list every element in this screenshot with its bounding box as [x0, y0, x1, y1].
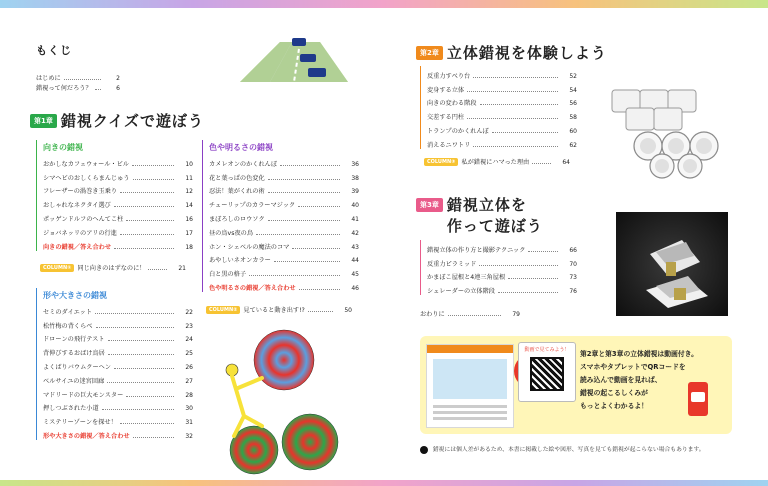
video-info-box: [420, 336, 732, 434]
toc-entry[interactable]: [209, 237, 359, 251]
entry-page: 42: [351, 229, 359, 237]
entry-label: シマヘビのおしくらまんじゅう: [43, 174, 130, 182]
entry-page: 27: [185, 377, 193, 385]
bottom-gradient-bar: [0, 480, 768, 486]
entry-label: 反重力ピラミッド: [427, 260, 477, 268]
entry-page: 39: [351, 188, 359, 196]
toc-entry[interactable]: [43, 168, 193, 182]
entry-label: 私が錯視にハマった理由: [461, 159, 530, 166]
toc-entry[interactable]: [43, 195, 193, 209]
entry-label: 消えるニワトリ: [427, 141, 471, 149]
entry-label: おわりに: [420, 311, 445, 318]
info-icon: [420, 446, 428, 454]
entry-page: 16: [185, 215, 193, 223]
qr-card: [518, 342, 576, 402]
toc-entry[interactable]: [427, 66, 577, 80]
entry-label: ベルサイユの迷宮回廊: [43, 377, 105, 385]
toc-entry[interactable]: [43, 330, 193, 344]
entry-page: 38: [351, 174, 359, 182]
entry-label: セミのダイエット: [43, 308, 93, 316]
info-line: 第2章と第3章の立体錯視は動画付き。: [580, 350, 698, 358]
toc-entry[interactable]: [209, 264, 359, 278]
footnote: [420, 444, 705, 454]
section-title: 色や明るさの錯視: [209, 142, 273, 152]
illusion-model-photo: [616, 212, 728, 316]
toc-entry[interactable]: [43, 154, 193, 168]
entry-page: 12: [185, 188, 193, 196]
info-line: 読み込んで動画を見れば、: [580, 376, 662, 384]
entry-page: 28: [185, 391, 193, 399]
entry-page: 30: [185, 405, 193, 413]
toc-entry[interactable]: [209, 154, 359, 168]
entry-page: 50: [344, 307, 352, 314]
entry-page: 45: [351, 271, 359, 279]
entry-label: 形や大きさの錯視／答え合わせ: [43, 432, 130, 440]
entry-page: 40: [351, 202, 359, 210]
outro-entry[interactable]: [420, 308, 520, 318]
toc-entry-answers[interactable]: [43, 237, 193, 251]
entry-page: 52: [569, 72, 577, 80]
toc-entry[interactable]: [209, 209, 359, 223]
entry-label: あやしいネオンカラー: [209, 257, 271, 265]
entry-label: 昼の鳥vs夜の鳥: [209, 229, 254, 237]
chapter1-badge: 第1章: [30, 114, 57, 128]
chapter3-list: [420, 240, 577, 295]
toc-entry[interactable]: [36, 72, 120, 82]
entry-label: フレーザーの渦巻き玉乗り: [43, 188, 118, 196]
chapter1-title: 錯視クイズで遊ぼう: [60, 112, 204, 130]
entry-page: 41: [351, 215, 359, 223]
entry-page: 46: [351, 284, 359, 292]
toc-entry[interactable]: [209, 195, 359, 209]
entry-page: 73: [569, 274, 577, 282]
toc-entry[interactable]: [427, 254, 577, 268]
toc-entry[interactable]: [209, 251, 359, 265]
toc-entry[interactable]: [43, 399, 193, 413]
column-tag: COLUMN①: [40, 264, 74, 272]
entry-label: はじめに: [36, 75, 61, 82]
qr-code[interactable]: [530, 357, 564, 391]
toc-entry[interactable]: [43, 343, 193, 357]
toc-entry-answers[interactable]: [43, 426, 193, 440]
entry-page: 43: [351, 243, 359, 251]
column3-entry[interactable]: [424, 156, 570, 166]
toc-entry[interactable]: [427, 80, 577, 94]
toc-entry[interactable]: [209, 168, 359, 182]
entry-label: 白と黒の格子: [209, 271, 247, 279]
entry-label: まぼろしのロウソク: [209, 215, 265, 223]
chapter2-title: 立体錯視を体験しよう: [446, 44, 607, 62]
entry-page: 66: [569, 246, 577, 254]
entry-label: 交差する円柱: [427, 114, 465, 122]
entry-label: 押しつぶされた小道: [43, 405, 99, 413]
entry-label: 錯視って何だろう？: [36, 85, 92, 92]
entry-label: 向きの変わる階段: [427, 100, 477, 108]
video-bubble-text: 動画で見てみよう！: [524, 347, 570, 353]
chapter3-badge: 第3章: [416, 198, 443, 212]
entry-label: 錯視立体の作り方と撮影テクニック: [427, 246, 526, 254]
chapter3-title-line2: 作って遊ぼう: [446, 217, 543, 235]
entry-label: ジョバネッリのアリの行進: [43, 229, 117, 237]
toc-entry[interactable]: [43, 371, 193, 385]
column-tag: COLUMN③: [424, 158, 458, 166]
phone-icon: [688, 382, 708, 416]
entry-label: マドリードの巨大モンスター: [43, 391, 124, 399]
spiral-illusion-illustration: [222, 326, 342, 476]
section-title: 向きの錯視: [43, 142, 83, 152]
section-orientation: [36, 140, 193, 251]
toc-entry[interactable]: [427, 268, 577, 282]
toc-entry[interactable]: [43, 316, 193, 330]
entry-label: トランプのかくれんぼ: [427, 127, 489, 135]
toc-entry[interactable]: [427, 135, 577, 149]
top-gradient-bar: [0, 0, 768, 8]
entry-page: 10: [185, 160, 193, 168]
entry-page: 32: [185, 432, 193, 440]
entry-label: 変身する立体: [427, 86, 465, 94]
toc-entry[interactable]: [43, 209, 193, 223]
entry-label: 忍法！葉がくれの術: [209, 188, 265, 196]
entry-page: 18: [185, 243, 193, 251]
entry-page: 64: [562, 159, 570, 166]
entry-page: 23: [185, 322, 193, 330]
toc-entry[interactable]: [209, 182, 359, 196]
sample-page-thumbnail: [426, 344, 514, 428]
column1-entry[interactable]: [40, 262, 186, 272]
toc-entry[interactable]: [427, 240, 577, 254]
entry-label: ホン・シェベルの魔法のコマ: [209, 243, 290, 251]
toc-entry-answers[interactable]: [209, 278, 359, 292]
entry-label: 反重力すべり台: [427, 72, 471, 80]
toc-entry[interactable]: [43, 357, 193, 371]
entry-page: 76: [569, 288, 577, 296]
entry-page: 11: [185, 174, 193, 182]
entry-label: 背伸びするおばけ鳥居: [43, 350, 105, 358]
entry-page: 21: [178, 265, 186, 272]
entry-page: 54: [569, 86, 577, 94]
chapter1-heading: [30, 110, 204, 131]
toc-entry[interactable]: [43, 223, 193, 237]
cylinder-illusion-photo: [606, 84, 726, 180]
toc-entry[interactable]: [43, 182, 193, 196]
entry-page: 22: [185, 308, 193, 316]
section-shape-size: [36, 288, 193, 440]
info-line: 錯視の起こるしくみが: [580, 389, 648, 397]
entry-label: 向きの錯視／答え合わせ: [43, 243, 112, 251]
entry-label: おしゃれなネクタイ選び: [43, 202, 111, 210]
entry-label: 見ていると動き出す!?: [243, 307, 305, 314]
toc-entry[interactable]: [427, 94, 577, 108]
info-text: [580, 348, 698, 413]
entry-label: ドローンの飛行テスト: [43, 336, 105, 344]
entry-page: 31: [185, 419, 193, 427]
entry-label: ポッゲンドルフのへんてこ柱: [43, 215, 124, 223]
entry-page: 44: [351, 257, 359, 265]
chapter2-list: [420, 66, 577, 149]
entry-page: 60: [569, 127, 577, 135]
entry-label: シュレーダーの立体階段: [427, 288, 495, 296]
entry-label: よくばりバウムクーヘン: [43, 363, 111, 371]
info-line: スマホやタブレットでQRコードを: [580, 363, 686, 371]
entry-label: 花と葉っぱの色変化: [209, 174, 265, 182]
toc-entry[interactable]: [43, 302, 193, 316]
toc-entry[interactable]: [43, 412, 193, 426]
entry-page: 17: [185, 229, 193, 237]
entry-page: 2: [116, 75, 120, 82]
toc-entry[interactable]: [43, 385, 193, 399]
entry-page: 70: [569, 260, 577, 268]
entry-page: 36: [351, 160, 359, 168]
entry-label: かまぼこ屋根と4連三角屋根: [427, 274, 506, 282]
column-tag: COLUMN②: [206, 306, 240, 314]
entry-page: 14: [185, 202, 193, 210]
road-illustration: [240, 34, 350, 84]
entry-page: 56: [569, 100, 577, 108]
entry-page: 24: [185, 336, 193, 344]
chapter2-badge: 第2章: [416, 46, 443, 60]
entry-label: ミステリーゾーンを探せ！: [43, 419, 117, 427]
footnote-text: 錯視には個人差があるため、本書に掲載した絵や図形、写真を見ても錯視が起こらない場合もあります。: [432, 447, 705, 453]
section-title: 形や大きさの錯視: [43, 290, 107, 300]
entry-label: 色や明るさの錯視／答え合わせ: [209, 284, 296, 292]
toc-entry[interactable]: [209, 223, 359, 237]
column2-entry[interactable]: [206, 304, 352, 314]
entry-label: おかしなカフェウォール・ビル: [43, 160, 129, 168]
toc-entry[interactable]: [36, 82, 120, 92]
entry-page: 6: [116, 85, 120, 92]
chapter3-title-line1: 錯視立体を: [446, 196, 527, 214]
entry-page: 62: [569, 141, 577, 149]
entry-page: 25: [185, 350, 193, 358]
chapter3-heading: [416, 194, 543, 236]
page-title: もくじ: [36, 44, 72, 57]
info-line: もっとよくわかるよ！: [580, 402, 648, 410]
entry-page: 26: [185, 363, 193, 371]
entry-page: 58: [569, 114, 577, 122]
chapter2-heading: [416, 42, 607, 63]
toc-entry[interactable]: [427, 121, 577, 135]
section-color-brightness: [202, 140, 359, 292]
entry-label: チューリップのカラーマジック: [209, 202, 296, 210]
entry-label: 同じ向きのはずなのに！: [77, 265, 146, 272]
entry-page: 79: [512, 311, 520, 318]
entry-label: 松竹梅の背くらべ: [43, 322, 93, 330]
toc-entry[interactable]: [427, 107, 577, 121]
toc-entry[interactable]: [427, 281, 577, 295]
entry-label: カメレオンのかくれんぼ: [209, 160, 278, 168]
